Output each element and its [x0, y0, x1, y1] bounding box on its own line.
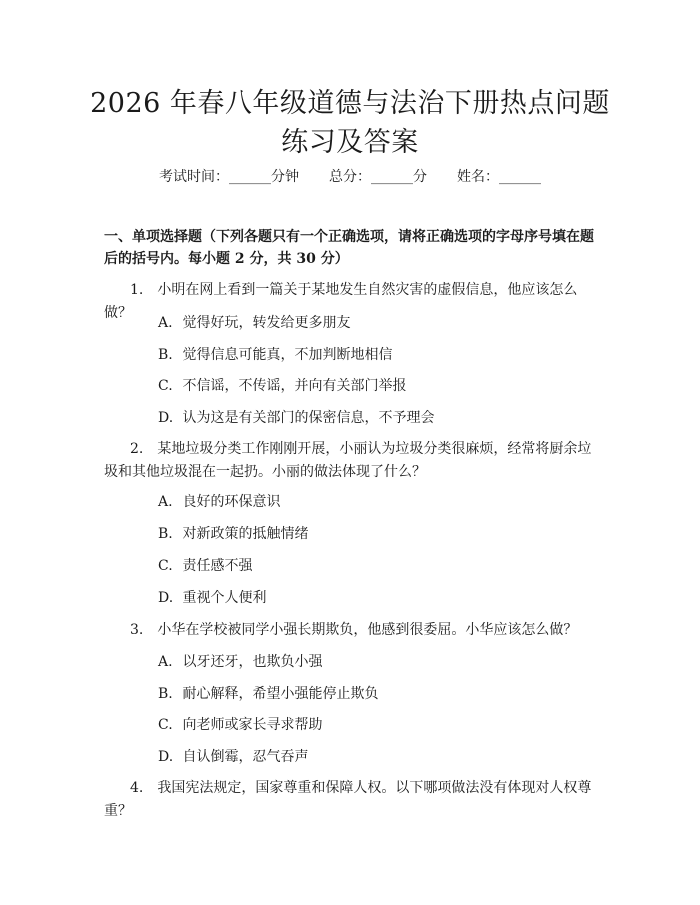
option-letter: B.	[158, 686, 173, 702]
option-letter: C.	[158, 558, 173, 574]
option-text: 良好的环保意识	[182, 494, 281, 510]
option-text: 觉得好玩，转发给更多朋友	[182, 315, 351, 331]
option-letter: D.	[158, 410, 174, 426]
option-text: 自认倒霉，忍气吞声	[182, 749, 309, 765]
exam-time-unit: 分钟	[271, 169, 299, 185]
name-blank: ______	[499, 169, 541, 185]
question-2-option-d	[158, 588, 266, 608]
question-3: 3. 小华在学校被同学小强长期欺负，他感到很委屈。小华应该怎么做？	[130, 622, 578, 638]
option-letter: A.	[158, 654, 173, 670]
option-letter: D.	[158, 590, 174, 606]
question-3-option-c	[158, 715, 322, 735]
question-2: 2. 某地垃圾分类工作刚刚开展，小丽认为垃圾分类很麻烦，经常将厨余垃圾和其他垃圾混在一起扔。小丽的做法体现了什么？	[104, 441, 592, 480]
section-heading: 一、单项选择题（下列各题只有一个正确选项，请将正确选项的字母序号填在题后的括号内。每小题 2 分，共 30 分）	[104, 229, 594, 267]
option-text: 耐心解释，希望小强能停止欺负	[182, 686, 379, 702]
option-text: 不信谣，不传谣，并向有关部门举报	[182, 378, 407, 394]
option-letter: B.	[158, 347, 173, 363]
option-letter: A.	[158, 494, 173, 510]
option-text: 认为这是有关部门的保密信息，不予理会	[182, 410, 435, 426]
exam-time-blank: ______	[229, 169, 271, 185]
total-score-unit: 分	[413, 169, 427, 185]
option-text: 对新政策的抵触情绪	[182, 526, 309, 542]
question-2-option-b	[158, 524, 308, 544]
question-3-option-b	[158, 684, 378, 704]
question-1-option-d	[158, 408, 434, 428]
option-letter: C.	[158, 378, 173, 394]
question-2-option-a	[158, 492, 280, 512]
total-score-label: 总分：	[329, 169, 371, 185]
option-text: 以牙还牙，也欺负小强	[182, 654, 323, 670]
name-label: 姓名：	[457, 169, 499, 185]
option-letter: A.	[158, 315, 173, 331]
option-text: 向老师或家长寻求帮助	[182, 717, 323, 733]
option-letter: D.	[158, 749, 174, 765]
exam-info-line	[0, 167, 700, 187]
option-letter: B.	[158, 526, 173, 542]
question-1: 1. 小明在网上看到一篇关于某地发生自然灾害的虚假信息，他应该怎么做？	[104, 282, 578, 321]
total-score-blank: ______	[371, 169, 413, 185]
question-1-option-b	[158, 345, 392, 365]
question-1-option-c	[158, 376, 406, 396]
option-text: 责任感不强	[182, 558, 253, 574]
question-3-option-a	[158, 652, 322, 672]
option-text: 觉得信息可能真，不加判断地相信	[182, 347, 393, 363]
document-title: 2026 年春八年级道德与法治下册热点问题练习及答案	[90, 88, 610, 158]
question-2-option-c	[158, 556, 252, 576]
option-text: 重视个人便利	[182, 590, 267, 606]
question-3-option-d	[158, 747, 308, 767]
exam-time-label: 考试时间：	[159, 169, 229, 185]
option-letter: C.	[158, 717, 173, 733]
question-1-option-a	[158, 313, 350, 333]
question-4: 4. 我国宪法规定，国家尊重和保障人权。以下哪项做法没有体现对人权尊重？	[104, 780, 592, 819]
